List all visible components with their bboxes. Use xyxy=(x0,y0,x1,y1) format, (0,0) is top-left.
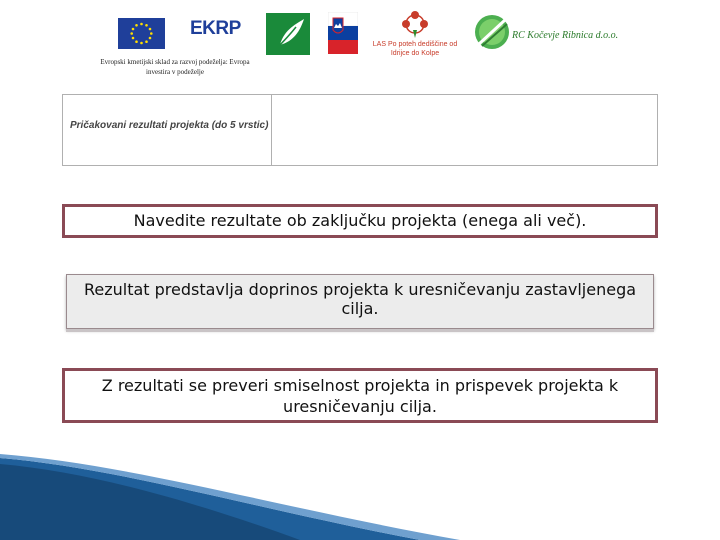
las-flower-icon xyxy=(370,10,460,40)
table-value-cell[interactable] xyxy=(272,95,658,166)
table-label-cell xyxy=(63,95,272,166)
form-table xyxy=(62,94,658,166)
wave-decoration xyxy=(0,450,720,540)
result-purpose-box: Z rezultati se preveri smiselnost projekta in prispevek projekta k uresničevanju cilja. xyxy=(62,368,658,423)
expected-results-label: Pričakovani rezultati projekta (do 5 vrstic) xyxy=(70,120,269,131)
leader-logo xyxy=(266,13,310,55)
results-instruction-box: Navedite rezultate ob zaključku projekta (enega ali več). xyxy=(62,204,658,238)
las-logo-text: LAS Po poteh dediščine od Idrijce do Kolpe xyxy=(372,41,458,57)
slovenia-flag-icon xyxy=(328,12,358,54)
rc-logo-text: RC Kočevje Ribnica d.o.o. xyxy=(512,30,619,41)
result-definition-box: Rezultat predstavlja doprinos projekta k uresničevanju zastavljenega cilja. xyxy=(66,274,654,329)
ekrp-logo xyxy=(190,12,242,46)
eu-flag-icon xyxy=(118,18,165,49)
eu-caption: Evropski kmetijski sklad za razvoj podeželja: Evropa investira v podeželje xyxy=(100,58,250,76)
ekrp-logo-text: EKRP xyxy=(190,18,241,39)
las-logo xyxy=(370,10,460,62)
rc-logo xyxy=(474,14,624,56)
rc-leaf-icon xyxy=(474,14,510,50)
